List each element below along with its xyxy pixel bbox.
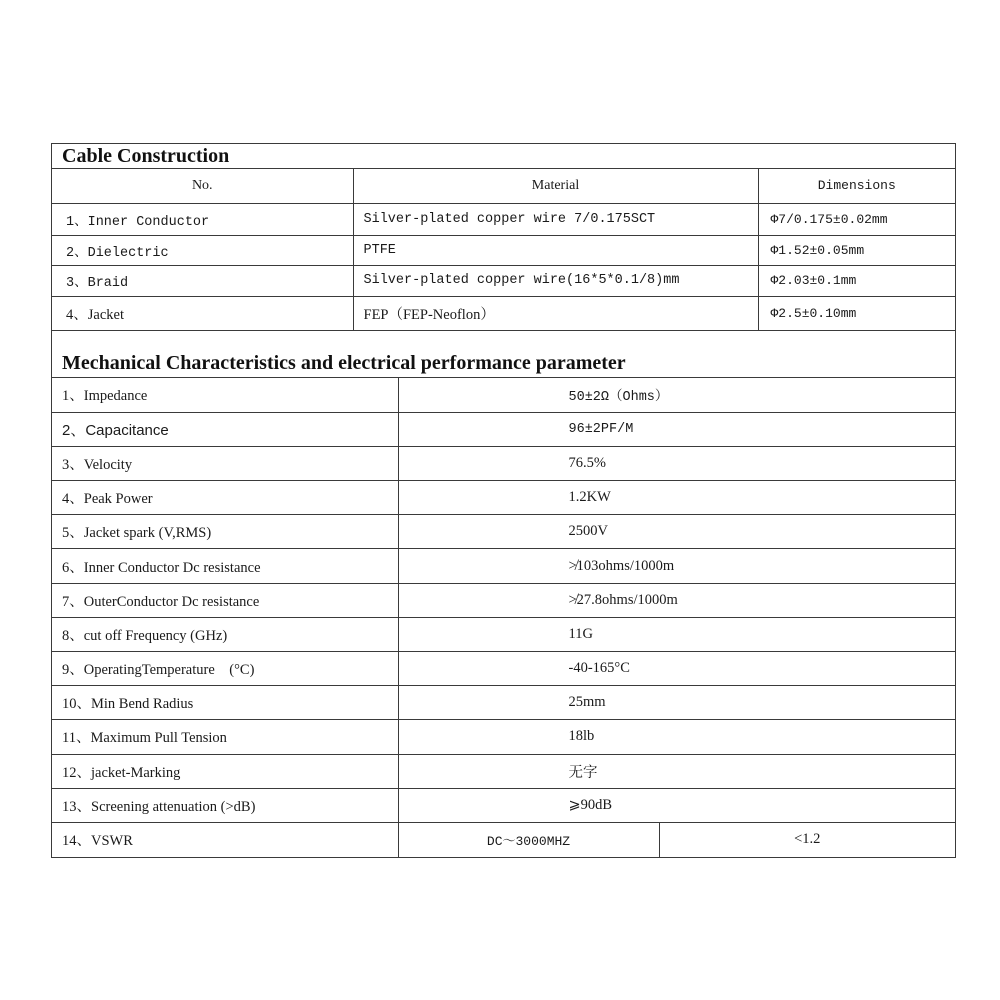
parameter-label: 5、Jacket spark (V,RMS) (52, 515, 398, 549)
column-header-material: Material (353, 169, 758, 203)
component-dimensions: Φ2.5±0.10mm (758, 296, 955, 330)
component-name: 2、Dielectric (52, 235, 353, 265)
table-row (52, 515, 955, 549)
parameter-label: 4、Peak Power (52, 481, 398, 515)
component-dimensions: Φ1.52±0.05mm (758, 235, 955, 265)
parameter-value: ≯103ohms/1000m (398, 549, 955, 583)
mechanical-electrical-title: Mechanical Characteristics and electrical performance parameter (52, 330, 955, 378)
table-row (52, 446, 955, 480)
spec-sheet (51, 143, 956, 858)
component-material: PTFE (353, 235, 758, 265)
parameter-value: 无字 (398, 754, 955, 788)
table-row (52, 583, 955, 617)
parameter-value: 76.5% (398, 446, 955, 480)
table-row (52, 203, 955, 235)
parameter-value: 96±2PF/M (398, 412, 955, 446)
parameter-label: 7、OuterConductor Dc resistance (52, 583, 398, 617)
component-name: 4、Jacket (52, 296, 353, 330)
column-header-dimensions: Dimensions (758, 169, 955, 203)
table-row (52, 822, 955, 856)
parameter-label: 10、Min Bend Radius (52, 686, 398, 720)
component-dimensions: Φ7/0.175±0.02mm (758, 203, 955, 235)
header-row (52, 169, 955, 203)
parameter-label: 11、Maximum Pull Tension (52, 720, 398, 754)
parameter-value: 2500V (398, 515, 955, 549)
parameter-label: 9、OperatingTemperature (°C) (52, 652, 398, 686)
parameter-value: 11G (398, 617, 955, 651)
vswr-value: <1.2 (659, 822, 955, 856)
component-material: Silver-plated copper wire(16*5*0.1/8)mm (353, 265, 758, 296)
table-row (52, 686, 955, 720)
table-row (52, 481, 955, 515)
table-row (52, 617, 955, 651)
table-row (52, 265, 955, 296)
parameter-label: 12、jacket-Marking (52, 754, 398, 788)
parameter-label: 8、cut off Frequency (GHz) (52, 617, 398, 651)
parameter-label: 14、VSWR (52, 822, 398, 856)
parameter-value: 1.2KW (398, 481, 955, 515)
component-name: 3、Braid (52, 265, 353, 296)
table-row (52, 788, 955, 822)
column-header-no: No. (52, 169, 353, 203)
cable-construction-table (52, 169, 955, 330)
table-row (52, 378, 955, 412)
component-material: FEP（FEP-Neoflon） (353, 296, 758, 330)
mechanical-electrical-table (52, 378, 955, 857)
parameter-value: ⩾90dB (398, 788, 955, 822)
parameter-value: 18lb (398, 720, 955, 754)
table-row (52, 652, 955, 686)
table-row (52, 235, 955, 265)
table-row (52, 549, 955, 583)
parameter-label: 1、Impedance (52, 378, 398, 412)
parameter-value: 25mm (398, 686, 955, 720)
parameter-label: 6、Inner Conductor Dc resistance (52, 549, 398, 583)
parameter-value: -40-165°C (398, 652, 955, 686)
parameter-label: 2、Capacitance (52, 412, 398, 446)
parameter-label: 3、Velocity (52, 446, 398, 480)
component-dimensions: Φ2.03±0.1mm (758, 265, 955, 296)
table-row (52, 720, 955, 754)
table-row (52, 412, 955, 446)
component-material: Silver-plated copper wire 7/0.175SCT (353, 203, 758, 235)
parameter-value: ≯27.8ohms/1000m (398, 583, 955, 617)
cable-construction-title: Cable Construction (52, 144, 955, 169)
vswr-frequency-range: DC～3000MHZ (398, 822, 659, 856)
table-row (52, 754, 955, 788)
parameter-value: 50±2Ω（Ohms） (398, 378, 955, 412)
component-name: 1、Inner Conductor (52, 203, 353, 235)
parameter-label: 13、Screening attenuation (>dB) (52, 788, 398, 822)
table-row (52, 296, 955, 330)
